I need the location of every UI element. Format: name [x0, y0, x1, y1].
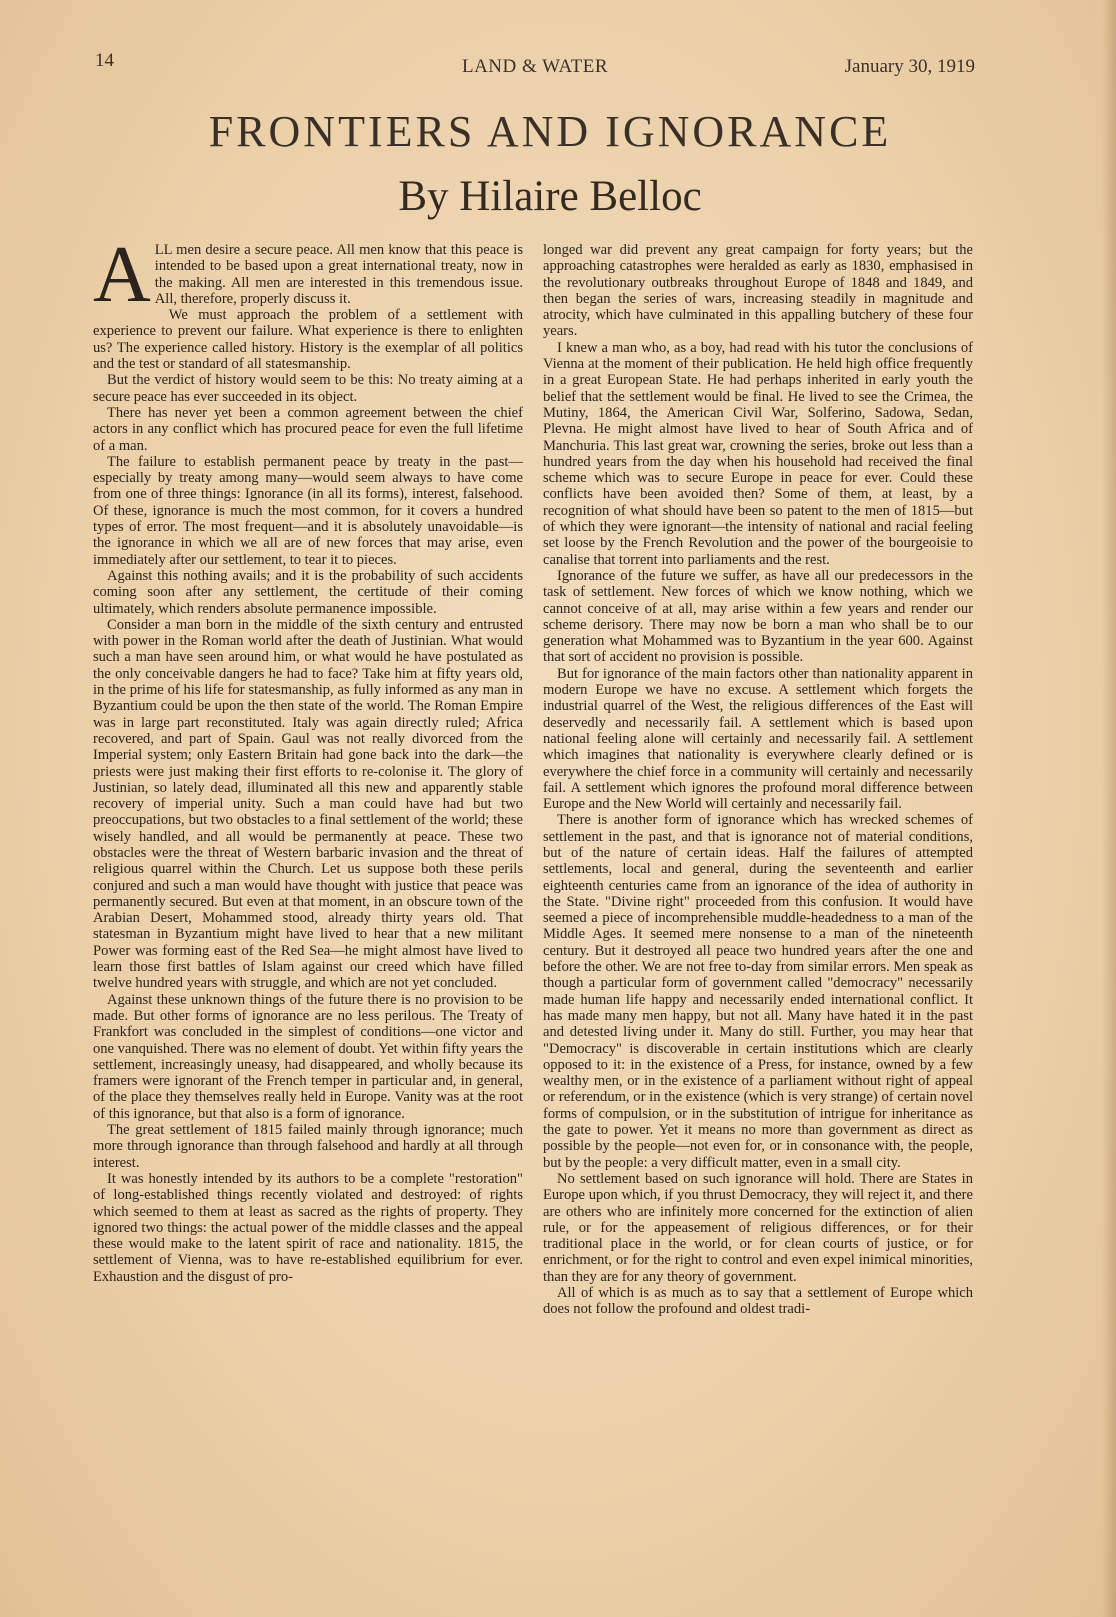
paragraph: There has never yet been a common agreement between the chief actors in any conflict which has procured peace for even the full lifetime of a man. — [93, 404, 523, 454]
paragraph: All of which is as much as to say that a settlement of Europe which does not follow the profound and oldest tradi- — [543, 1285, 973, 1318]
paragraph: There is another form of ignorance which has wrecked schemes of settlement in the past, and that is ignorance not of material conditions, but of the nature of certain ideas. Half the failures of attempted settlements, local and general, during the seventeenth and earlier eighteenth centuries came from an ignorance of the idea of authority in the State. "Divine right" proceeded from this confusion. It would have seemed a piece of incomprehensible muddle-headedness to a man of the Middle Ages. It seemed mere nonsense to a man of the nineteenth century. But it destroyed all peace two hundred years after the one and before the other. We are not free to-day from similar errors. Men speak as though a particular form of government called "democracy" necessarily made human life happy and necessarily ended international conflict. It has made many men happy, but not all. Many have hated it in the past and detested living under it. Many do still. Further, you may hear that "Democracy" is discoverable in certain institutions which are clearly opposed to it: in the existence of a Press, for instance, owned by a few wealthy men, or in the existence of a parliament without right of appeal or referendum, or in the existence (which is very strange) of certain novel forms of compulsion, or in the substitution of intrigue for inheritance as the gate to power. Yet it means no more than government as direct as possible by the people—not even for, or in consonance with, the people, but by the people: a very difficult matter, even in a small city. — [543, 812, 973, 1171]
paragraph: I knew a man who, as a boy, had read with his tutor the conclusions of Vienna at the moment of their publication. He held high office frequently in a great European State. He had perhaps inherited in early youth the belief that the settlement would be final. He lived to see the Crimea, the Mutiny, 1864, the American Civil War, Solferino, Sadowa, Sedan, Plevna. He might almost have lived to hear of South Africa and of Manchuria. This last great war, crowning the series, broke out less than a hundred years from the day when his household had received the final scheme which was to secure Europe in peace for ever. Could these conflicts have been avoided then? Some of them, at least, by a recognition of what should have been so patent to the men of 1815—but of which they were ignorant—the intensity of national and racial feeling set loose by the French Revolution and the power of the bourgeoisie to canalise that torrent into parliaments and the rest. — [543, 339, 973, 568]
paragraph: Against these unknown things of the future there is no provision to be made. But other forms of ignorance are no less perilous. The Treaty of Frankfort was concluded in the simplest of conditions—one victor and one vanquished. There was no element of doubt. Yet within fifty years the settlement, increasingly uneasy, had disappeared, and wholly because its framers were ignorant of the French temper in particular and, in general, of the place they themselves really held in Europe. Vanity was at the root of this ignorance, but that also is a form of ignorance. — [93, 991, 523, 1122]
paragraph: Ignorance of the future we suffer, as have all our predecessors in the task of settlement. New forces of which we know nothing, which we cannot conceive of at all, may arise within a few years and render our scheme derisory. There may now be born a man who shall be to our generation what Mohammed was to Byzantium in the year 600. Against that sort of accident no provision is possible. — [543, 567, 973, 666]
paragraph: longed war did prevent any great campaign for forty years; but the approaching catastrophes were heralded as early as 1830, emphasised in the revolutionary outbreaks throughout Europe of 1848 and 1849, and then began the series of wars, increasing steadily in magnitude and atrocity, which have culminated in this appalling butchery of these four years. — [543, 242, 973, 340]
paragraph: The great settlement of 1815 failed mainly through ignorance; much more through ignorance than through falsehood and hardly at all through interest. — [93, 1122, 523, 1171]
paragraph: But for ignorance of the main factors other than nationality apparent in modern Europe we have no excuse. A settlement which forgets the industrial quarrel of the West, the religious differences of the East will deservedly and necessarily fail. A settlement which is based upon national feeling alone will certainly and necessarily fail. A settlement which imagines that nationality is everywhere clearly defined or is everywhere the chief force in a community will certainly and necessarily fail. A settlement which ignores the profound moral difference between Europe and the New World will certainly and necessarily fail. — [543, 665, 973, 813]
paragraph: We must approach the problem of a settlement with experience to prevent our failure. What experience is there to enlighten us? The experience called history. History is the exemplar of all politics and the test or standard of all statesmanship. — [93, 307, 523, 373]
drop-cap: A — [93, 242, 151, 319]
page-edge-shadow — [1102, 0, 1116, 1617]
paragraph: LL men desire a secure peace. All men know that this peace is intended to be based upon a great international treaty, now in the making. All men are interested in this tremendous issue. All, therefore, properly discuss it. — [154, 242, 523, 307]
paragraph: It was honestly intended by its authors to be a complete "restoration" of long-established things recently violated and destroyed: of rights which seemed to them at least as sacred as the rights of property. They ignored two things: the actual power of the middle classes and the appeal these would make to the latent spirit of race and nationality. 1815, the settlement of Vienna, was to have re-established equilibrium for ever. Exhaustion and the disgust of pro- — [93, 1170, 523, 1285]
left-column — [93, 242, 523, 1532]
issue-date: January 30, 1919 — [844, 56, 975, 77]
paragraph: Consider a man born in the middle of the sixth century and entrusted with power in the Roman world after the death of Justinian. What would such a man have seen around him, or what would he have postulated as the only conceivable dangers he had to face? Take him at fifty years old, in the prime of his life for statesmanship, as fully informed as any man in Byzantium could be upon the then state of the world. The Roman Empire was in large part reconstituted. Italy was again directly ruled; Africa recovered, and part of Spain. Gaul was not really divorced from the Imperial system; only Eastern Britain had gone back into the dark—the priests were just making their first efforts to re-colonise it. The glory of Justinian, so lately dead, illuminated all this new and apparently stable recovery of imperial unity. Such a man could have had but two preoccupations, but two obstacles to a final settlement of the world; these wisely handled, and all would be permanently at peace. These two obstacles were the threat of Western barbaric invasion and the threat of religious quarrel within the Church. Let us suppose both these perils conjured and such a man would have thought with justice that peace was permanently secured. But even at that moment, in an obscure town of the Arabian Desert, Mohammed stood, already thirty years old. That statesman in Byzantium might have lived to hear that a new militant Power was forming east of the Red Sea—he might almost have lived to learn those first battles of Islam against our creed which have filled twelve hundred years with struggle, and which are not yet concluded. — [93, 616, 523, 992]
paragraph: Against this nothing avails; and it is the probability of such accidents coming soon after any settlement, the certitude of their coming ultimately, which renders absolute permanence impossible. — [93, 567, 523, 617]
right-column — [543, 242, 973, 1532]
publication-name: LAND & WATER — [461, 56, 609, 77]
paragraph: No settlement based on such ignorance will hold. There are States in Europe upon which, if you thrust Democracy, they will reject it, and there are others who are infinitely more concerned for the extinction of alien rule, or for the appeasement of religious differences, or for their traditional place in the world, or for clean courts of justice, or for enrichment, or for the right to control and even expel inimical minorities, than they are for any theory of government. — [543, 1170, 973, 1285]
page-number: 14 — [95, 50, 114, 71]
paragraph: The failure to establish permanent peace by treaty in the past—especially by treaty among many—would seem always to have come from one of three things: Ignorance (in all its forms), interest, falsehood. Of these, ignorance is much the most common, for it covers a hundred types of error. The most frequent—and it is absolutely unavoidable—is the ignorance in which we all are of new forces that may arise, even immediately after our settlement, to tear it to pieces. — [93, 453, 523, 568]
article-title: FRONTIERS AND IGNORANCE — [208, 107, 892, 156]
article-byline: By Hilaire Belloc — [398, 173, 702, 220]
running-head — [95, 50, 975, 80]
paragraph: But the verdict of history would seem to be this: No treaty aiming at a secure peace has ever succeeded in its object. — [93, 372, 523, 405]
